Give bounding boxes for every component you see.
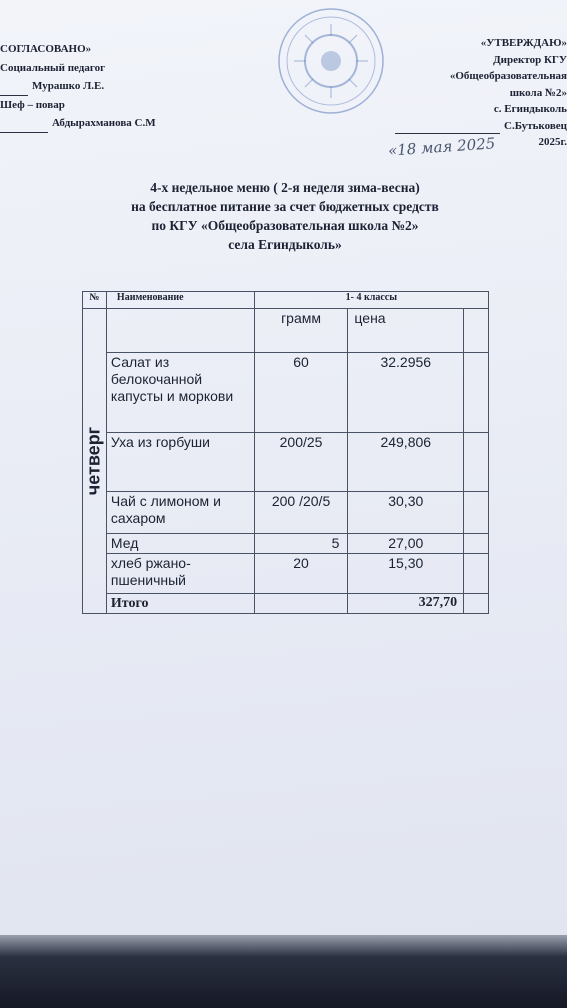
approve-label: «УТВЕРЖДАЮ» <box>480 37 567 49</box>
subheader-row <box>83 309 489 353</box>
title-line-4: села Егиндыколь» <box>228 237 342 252</box>
extra-cell <box>464 353 489 433</box>
item-price: 15,30 <box>348 554 464 594</box>
total-label: Итого <box>106 594 254 614</box>
school-name-line2: школа №2» <box>509 86 567 99</box>
village-label: с. Егиндыколь <box>493 103 567 115</box>
item-price: 32.2956 <box>348 353 464 433</box>
pedagogue-name: Мурашко Л.Е. <box>32 80 105 92</box>
header-name: Наименование <box>106 292 254 309</box>
item-price: 27,00 <box>348 534 464 554</box>
item-price: 30,30 <box>348 492 464 534</box>
agreed-block <box>0 40 156 133</box>
total-price: 327,70 <box>348 594 464 614</box>
item-gram: 20 <box>254 554 348 594</box>
title-line-1: 4-х недельное меню ( 2-я неделя зима-весна) <box>150 180 420 195</box>
subheader-gram: грамм <box>254 309 348 353</box>
subheader-empty <box>106 309 254 353</box>
chef-signature-line <box>0 114 156 133</box>
day-cell <box>83 309 107 614</box>
header-classes: 1- 4 классы <box>254 292 488 309</box>
item-price: 249,806 <box>348 433 464 492</box>
menu-title <box>70 178 500 254</box>
item-gram: 200/25 <box>254 433 348 492</box>
agreed-label: СОГЛАСОВАНО» <box>0 43 92 55</box>
title-line-3: по КГУ «Общеобразовательная школа №2» <box>151 218 419 233</box>
extra-cell <box>464 554 489 594</box>
social-pedagogue-label: Социальный педагог <box>0 61 106 74</box>
subheader-price: цена <box>348 309 464 353</box>
school-name-line1: «Общеобразовательная <box>449 70 567 82</box>
director-name: С.Бутьковец <box>504 119 567 132</box>
total-row <box>83 594 489 614</box>
table-row <box>83 534 489 554</box>
director-label: Директор КГУ <box>493 53 567 66</box>
item-name: Чай с лимоном и сахаром <box>106 492 254 534</box>
title-line-2: на бесплатное питание за счет бюджетных средств <box>131 199 439 214</box>
item-name: Уха из горбуши <box>106 433 254 492</box>
table-row <box>83 433 489 492</box>
table-row <box>83 353 489 433</box>
table-row <box>83 554 489 594</box>
director-signature-line <box>395 118 567 135</box>
chef-label: Шеф – повар <box>0 98 65 111</box>
chef-name: Абдырахманова С.М <box>52 117 156 129</box>
item-gram: 60 <box>254 353 348 433</box>
item-name: Салат из белокочанной капусты и моркови <box>106 353 254 433</box>
table-row <box>83 492 489 534</box>
item-gram: 5 <box>254 534 348 554</box>
table-header-row <box>83 292 489 309</box>
item-gram: 200 /20/5 <box>254 492 348 534</box>
item-name: хлеб ржано-пшеничный <box>106 554 254 594</box>
day-label: четверг <box>83 426 104 496</box>
year-label: 2025г. <box>538 136 567 148</box>
approve-block <box>395 35 567 151</box>
pedagogue-signature-line <box>0 77 156 96</box>
item-name: Мед <box>106 534 254 554</box>
extra-cell <box>464 492 489 534</box>
header-number: № <box>83 292 107 309</box>
extra-cell <box>464 534 489 554</box>
handwritten-date: «18 мая 2025 <box>387 134 496 160</box>
total-gram-empty <box>254 594 348 614</box>
extra-cell <box>464 594 489 614</box>
menu-table <box>82 291 489 614</box>
state-emblem-seal-icon <box>276 6 386 116</box>
subheader-extra <box>464 309 489 353</box>
extra-cell <box>464 433 489 492</box>
background-surface <box>0 935 567 1008</box>
